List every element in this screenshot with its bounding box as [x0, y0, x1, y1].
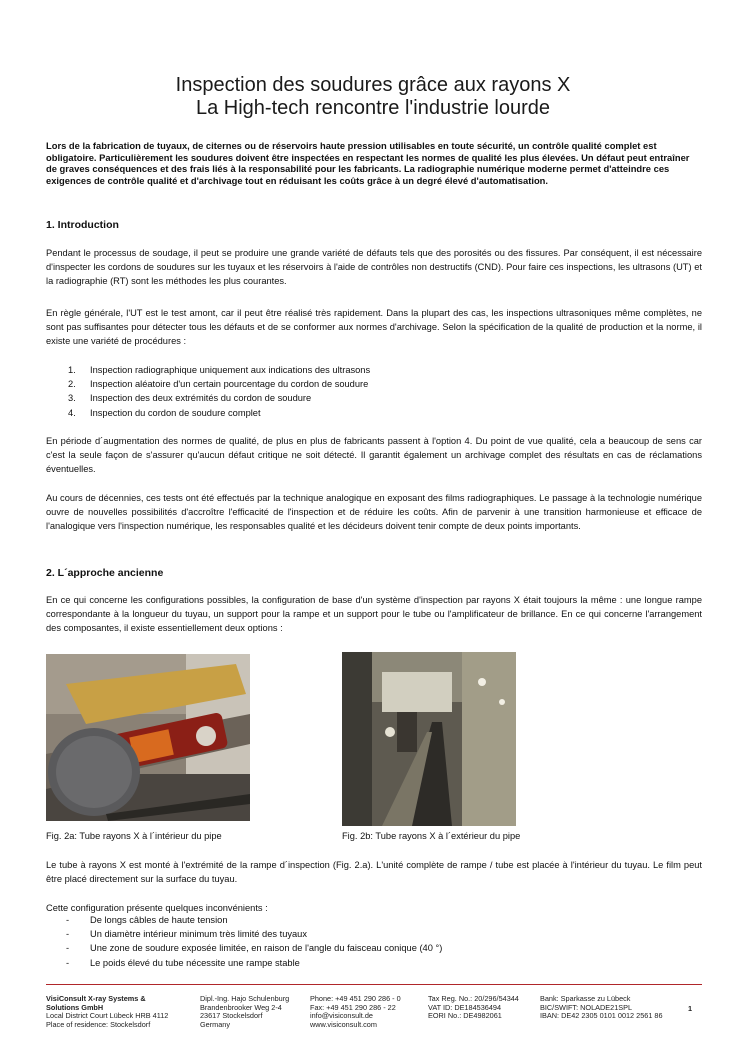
list-item: 3. Inspection des deux extrémités du cordon de soudure	[68, 393, 312, 404]
footer-address: Dipl.-Ing. Hajo Schulenburg Brandenbrooker Weg 2-4 23617 Stockelsdorf Germany	[200, 994, 290, 1029]
section-1-paragraph-2: En règle générale, l'UT est le test amont, car il peut être réalisé très rapidement. Dans la plupart des cas, les inspections ultrasoniques même complètes, ne sont pas suffisantes pour détecter tous les défauts et de se conformer aux normes d'archivage. Selon la spécification de la qualité de production et la norme, il existe une variété de procédures :	[46, 308, 702, 347]
list-item: - Le poids élevé du tube nécessite une rampe stable	[66, 957, 300, 968]
footer-rule	[46, 984, 702, 985]
section-2-heading: 2. L´approche ancienne	[46, 567, 164, 579]
list-item: 4. Inspection du cordon de soudure complet	[68, 407, 261, 418]
title-line-2: La High-tech rencontre l'industrie lourde	[195, 97, 550, 119]
footer-company: VisiConsult X-ray Systems & Solutions GmbH Local District Court Lübeck HRB 4112 Place of residence: Stockelsdorf	[46, 994, 169, 1029]
section-1-paragraph-3: En période d´augmentation des normes de qualité, de plus en plus de fabricants passent à l'option 4. Du point de vue qualité, cela a beaucoup de sens car c'est la seule façon de s'assurer qu'aucun défaut critique ne soit détecté. Il garantit également un archivage complet des résultats en cas de réclamations éventuelles.	[46, 436, 702, 475]
footer-tax: Tax Reg. No.: 20/296/54344 VAT ID: DE184536494 EORI No.: DE4982061	[428, 994, 519, 1021]
list-item: - De longs câbles de haute tension	[66, 915, 228, 925]
footer-website-link[interactable]: www.visiconsult.com	[310, 1019, 377, 1029]
section-1-paragraph-1: Pendant le processus de soudage, il peut se produire une grande variété de défauts tels que des porosités ou des fissures. Par conséquent, il est nécessaire d'inspecter les cordons de soudures sur les tuyaux et les réservoirs à l'aide de contrôles non destructifs (CND). Pour faire ces inspections, les ultrasons (UT) et la radiographie (RT) sont les méthodes les plus courantes.	[46, 248, 702, 287]
list-item: - Une zone de soudure exposée limitée, en raison de l'angle du faisceau conique (40 °)	[66, 943, 443, 954]
footer-email-link[interactable]: info@visiconsult.de	[310, 1011, 373, 1021]
footer-contact: Phone: +49 451 290 286 - 0 Fax: +49 451 290 286 - 22 info@visiconsult.de www.visiconsult.com	[310, 994, 401, 1029]
drawback-list	[66, 913, 442, 970]
figure-2b-photo	[342, 652, 516, 826]
figure-2a-photo	[46, 654, 250, 821]
figure-2b-caption: Fig. 2b: Tube rayons X à l´extérieur du pipe	[342, 831, 521, 841]
footer-bank: Bank: Sparkasse zu Lübeck BIC/SWIFT: NOLADE21SPL IBAN: DE42 2305 0101 0012 2561 86	[540, 994, 663, 1021]
list-item: 1. Inspection radiographique uniquement aux indications des ultrasons	[68, 365, 371, 375]
section-1-paragraph-4: Au cours de décennies, ces tests ont été effectués par la technique analogique en exposant des films radiographiques. Le passage à la technologie numérique ouvre de nouvelles possibilités d'accroître l'efficacité de l'inspection et de réduire les coûts. Afin de parvenir à une transition harmonieuse et efficace de l'analogique vers l'inspection numérique, les responsables qualité et les décideurs doivent tenir compte de deux points importants.	[46, 493, 702, 532]
list-item: - Un diamètre intérieur minimum très limité des tuyaux	[66, 929, 308, 940]
section-2-paragraph-3: Cette configuration présente quelques inconvénients :	[46, 903, 268, 913]
section-2-paragraph-2: Le tube à rayons X est monté à l'extrémité de la rampe d´inspection (Fig. 2.a). L'unité complète de rampe / tube est placée à l'intérieur du tuyau. Le film peut être placé directement sur la surface du tuyau.	[46, 860, 702, 885]
page-number: 1	[688, 1004, 693, 1013]
list-item: 2. Inspection aléatoire d'un certain pourcentage du cordon de soudure	[68, 379, 369, 390]
procedure-list	[68, 363, 370, 420]
title-line-1: Inspection des soudures grâce aux rayons X	[175, 74, 571, 96]
section-1-heading: 1. Introduction	[46, 219, 119, 231]
lead-paragraph: Lors de la fabrication de tuyaux, de citernes ou de réservoirs haute pression utilisables en toute sécurité, un contrôle qualité complet est obligatoire. Particulièrement les soudures doivent être inspectées en respectant les normes de qualité les plus élevées. Un défaut peut entraîner de graves conséquences et des frais liés à la responsabilité pour les fabricants. La radiographie numérique moderne permet d'atteindre ces exigences de contrôle qualité et d'archivage tout en réduisant les coûts grâce à un degré élevé d'automatisation.	[46, 140, 690, 186]
figure-2a-caption: Fig. 2a: Tube rayons X à l´intérieur du pipe	[46, 831, 222, 841]
section-2-paragraph-1: En ce qui concerne les configurations possibles, la configuration de base d'un système d'inspection par rayons X était toujours la même : une longue rampe correspondante à la longueur du tuyau, un support pour la rampe et un support pour le tube ou l'amplificateur de brillance. En ce qui concerne l'arrangement des composantes, il existe essentiellement deux options :	[46, 595, 702, 634]
